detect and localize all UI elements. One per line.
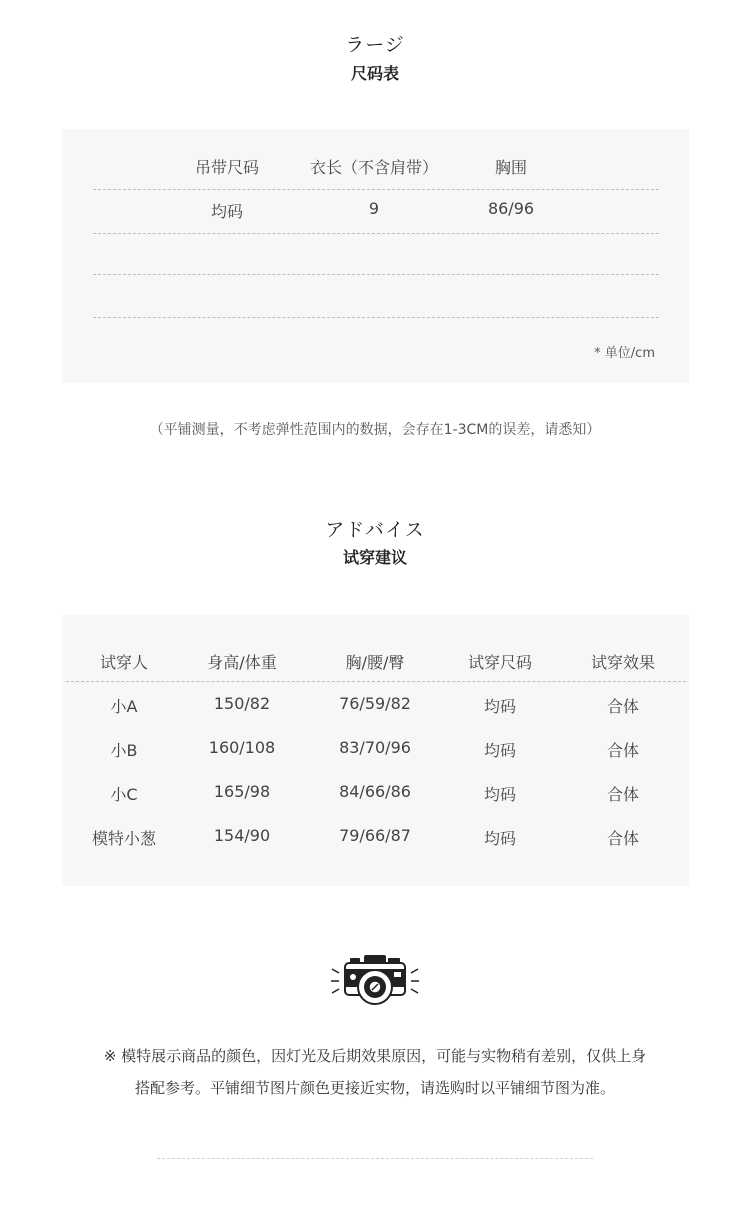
try-cell: 均码	[483, 785, 516, 804]
try-header-cell: 身高/体重	[207, 653, 277, 672]
size-header-cell: 吊带尺码	[194, 158, 259, 177]
size-row-divider	[93, 274, 659, 275]
camera-icon	[330, 955, 420, 1007]
try-cell: 合体	[606, 829, 639, 848]
try-header-divider	[66, 681, 686, 682]
try-cell: 76/59/82	[339, 694, 411, 713]
try-cell: 模特小葱	[91, 829, 156, 848]
size-chart-table	[62, 129, 689, 383]
size-row-divider	[93, 317, 659, 318]
try-cell: 83/70/96	[339, 738, 411, 757]
size-cell: 9	[368, 199, 380, 218]
try-header-cell: 试穿尺码	[467, 653, 532, 672]
bottom-divider	[157, 1158, 593, 1159]
size-chart-title: 尺码表	[350, 64, 399, 83]
advice-title-jp: アドバイス	[325, 519, 425, 541]
try-on-table	[62, 615, 689, 886]
try-header-cell: 试穿效果	[590, 653, 655, 672]
try-header-cell: 胸/腰/臀	[345, 653, 405, 672]
try-cell: 均码	[483, 741, 516, 760]
try-cell: 均码	[483, 697, 516, 716]
try-cell: 84/66/86	[339, 782, 411, 801]
size-cell: 均码	[210, 202, 243, 221]
try-cell: 小A	[110, 697, 138, 716]
size-cell: 86/96	[487, 199, 535, 218]
try-cell: 合体	[606, 741, 639, 760]
size-header-cell: 衣长（不含肩带）	[309, 158, 438, 177]
try-header-cell: 试穿人	[99, 653, 148, 672]
unit-note: * 单位/cm	[594, 346, 655, 361]
disclaimer-line-2: 搭配参考。平铺细节图片颜色更接近实物，请选购时以平铺细节图为准。	[134, 1079, 615, 1097]
try-cell: 均码	[483, 829, 516, 848]
try-cell: 小C	[110, 785, 138, 804]
size-row-divider	[93, 233, 659, 234]
try-cell: 合体	[606, 697, 639, 716]
try-cell: 160/108	[208, 738, 276, 757]
size-chart-title-jp: ラージ	[345, 34, 405, 56]
try-cell: 165/98	[213, 782, 271, 801]
try-cell: 小B	[110, 741, 138, 760]
disclaimer-line-1: ※ 模特展示商品的颜色，因灯光及后期效果原因，可能与实物稍有差别，仅供上身	[103, 1047, 647, 1065]
advice-title: 试穿建议	[342, 548, 407, 567]
try-cell: 154/90	[213, 826, 271, 845]
measurement-note: （平铺测量，不考虑弹性范围内的数据，会存在1-3CM的误差，请悉知）	[149, 422, 601, 438]
try-cell: 150/82	[213, 694, 271, 713]
try-cell: 合体	[606, 785, 639, 804]
size-row-divider	[93, 189, 659, 190]
size-header-cell: 胸围	[494, 158, 527, 177]
try-cell: 79/66/87	[339, 826, 411, 845]
